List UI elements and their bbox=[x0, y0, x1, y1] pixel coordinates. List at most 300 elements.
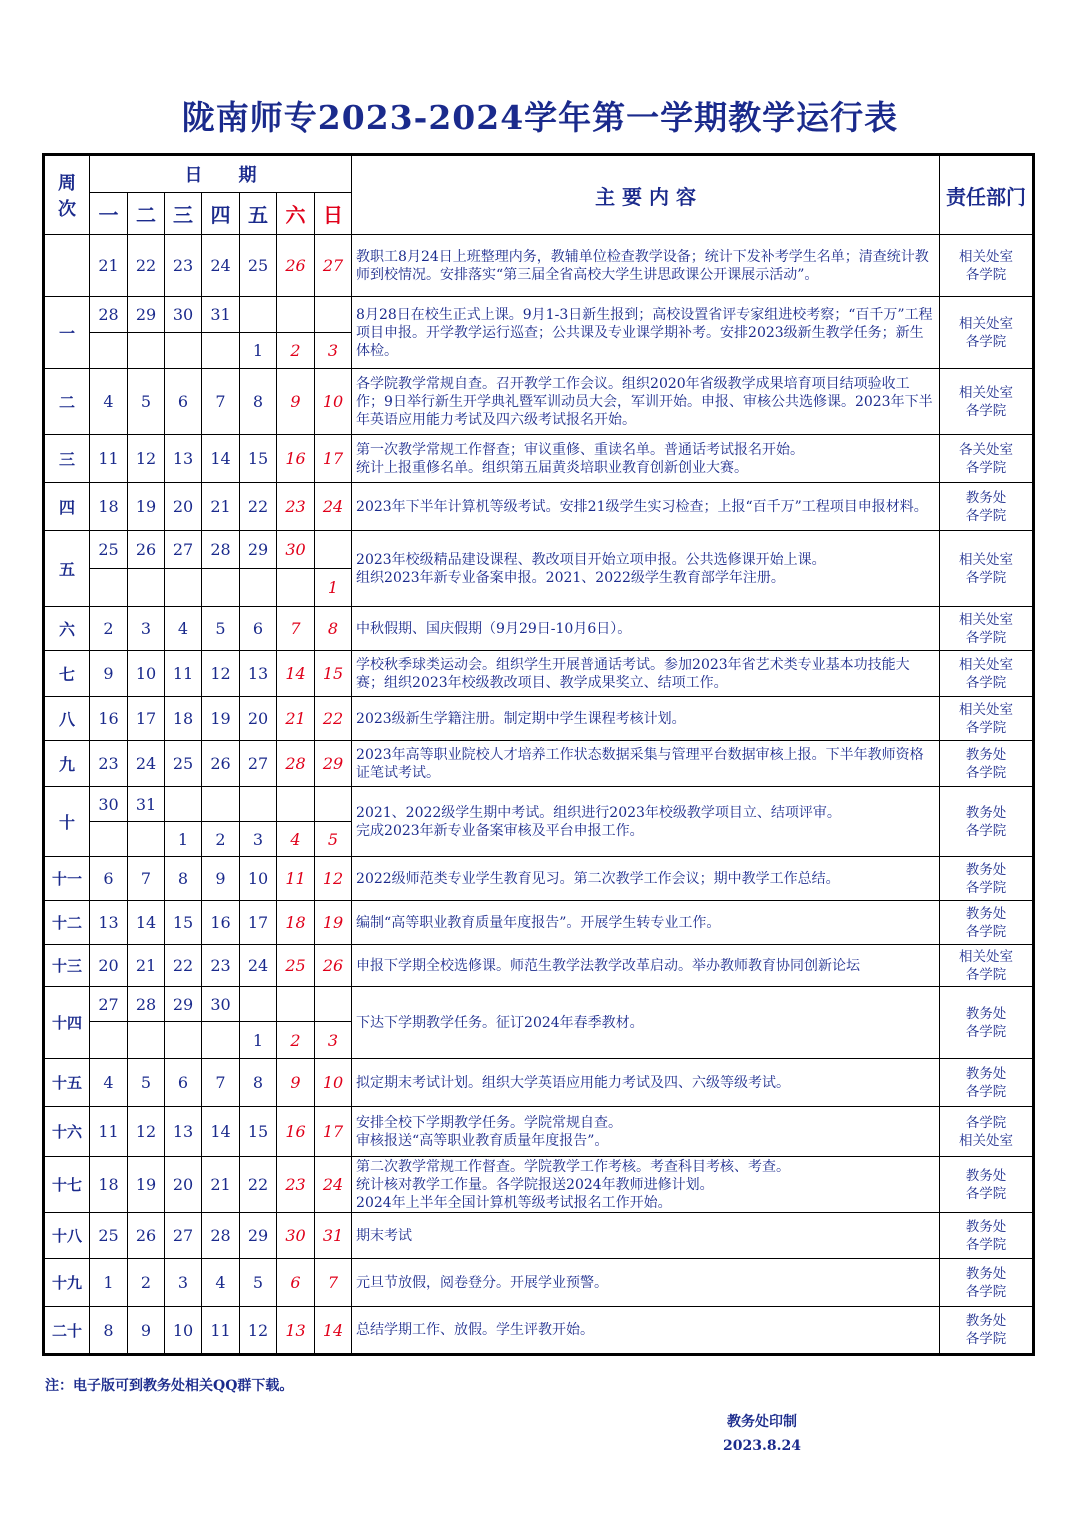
day-cell: 27 bbox=[240, 741, 277, 787]
day-cell: 7 bbox=[128, 857, 165, 901]
dept-line: 教务处 bbox=[965, 804, 1007, 821]
day-cell: 25 bbox=[277, 945, 315, 987]
table-row bbox=[44, 369, 1034, 435]
day-cell: 20 bbox=[165, 1157, 202, 1213]
dept-line: 相关处室 bbox=[959, 701, 1014, 718]
content-cell bbox=[352, 945, 940, 987]
week-cell: 四 bbox=[44, 483, 90, 531]
day-cell bbox=[128, 1022, 165, 1059]
day-cell: 13 bbox=[165, 1107, 202, 1157]
dept-line: 各学院 bbox=[965, 266, 1007, 283]
dept-cell bbox=[940, 945, 1034, 987]
day-cell: 4 bbox=[90, 369, 128, 435]
day-cell: 27 bbox=[165, 531, 202, 569]
day-cell: 29 bbox=[240, 1213, 277, 1259]
day-cell bbox=[315, 787, 352, 822]
content-line: 各学院教学常规自查。召开教学工作会议。组织2020年省级教学成果培育项目结项验收工作；9日举行新生开学典礼暨军训动员大会，军训开始。申报、审核公共选修课。2023年下半年英语应用能力考试及四六级考试报名开始。 bbox=[356, 375, 933, 428]
day-cell: 9 bbox=[277, 369, 315, 435]
content-line: 学校秋季球类运动会。组织学生开展普通话考试。参加2023年省艺术类专业基本功技能大赛；组织2023年校级教改项目、教学成果奖立、结项工作。 bbox=[356, 656, 910, 691]
day-cell: 26 bbox=[277, 235, 315, 297]
day-cell: 12 bbox=[128, 1107, 165, 1157]
day-cell: 25 bbox=[90, 1213, 128, 1259]
dept-line: 教务处 bbox=[965, 861, 1007, 878]
header-day: 五 bbox=[240, 193, 277, 235]
dept-cell bbox=[940, 1307, 1034, 1355]
day-cell bbox=[90, 822, 128, 857]
dept-line: 各学院 bbox=[965, 966, 1007, 983]
day-cell: 19 bbox=[315, 901, 352, 945]
table-row bbox=[44, 787, 1034, 822]
day-cell: 1 bbox=[240, 333, 277, 369]
day-cell bbox=[277, 987, 315, 1022]
dept-line: 相关处室 bbox=[959, 1132, 1014, 1149]
day-cell: 5 bbox=[128, 369, 165, 435]
day-cell: 12 bbox=[240, 1307, 277, 1355]
day-cell: 11 bbox=[165, 651, 202, 697]
header-day: 二 bbox=[128, 193, 165, 235]
content-line: 第二次教学常规工作督查。学院教学工作考核。考查科目考核、考查。 bbox=[356, 1158, 791, 1175]
header-day: 三 bbox=[165, 193, 202, 235]
day-cell: 17 bbox=[315, 1107, 352, 1157]
day-cell: 28 bbox=[202, 1213, 240, 1259]
content-line: 第一次教学常规工作督查；审议重修、重读名单。普通话考试报名开始。 bbox=[356, 441, 805, 458]
day-cell: 18 bbox=[90, 1157, 128, 1213]
table-row bbox=[44, 987, 1034, 1022]
day-cell: 30 bbox=[277, 531, 315, 569]
day-cell: 5 bbox=[315, 822, 352, 857]
day-cell: 21 bbox=[128, 945, 165, 987]
day-cell: 24 bbox=[315, 1157, 352, 1213]
day-cell: 10 bbox=[128, 651, 165, 697]
day-cell: 2 bbox=[128, 1259, 165, 1307]
table-row bbox=[44, 235, 1034, 297]
day-cell: 22 bbox=[240, 1157, 277, 1213]
dept-cell bbox=[940, 697, 1034, 741]
day-cell: 3 bbox=[315, 1022, 352, 1059]
day-cell: 27 bbox=[90, 987, 128, 1022]
day-cell: 17 bbox=[315, 435, 352, 483]
dept-line: 教务处 bbox=[965, 1313, 1007, 1329]
day-cell: 14 bbox=[315, 1307, 352, 1355]
day-cell: 15 bbox=[240, 1107, 277, 1157]
day-cell: 8 bbox=[90, 1307, 128, 1355]
header-day: 一 bbox=[90, 193, 128, 235]
signature bbox=[723, 1410, 801, 1458]
day-cell: 6 bbox=[240, 607, 277, 651]
day-cell: 18 bbox=[90, 483, 128, 531]
day-cell: 11 bbox=[277, 857, 315, 901]
dept-line: 各学院 bbox=[965, 333, 1007, 350]
content-line: 8月28日在校生正式上课。9月1-3日新生报到；高校设置省评专家组进校考察；“百千万”工程项目申报。开学教学运行巡查；公共课及专业课学期补考。安排2023级新生教学任务；新生体检。 bbox=[356, 306, 933, 359]
day-cell: 10 bbox=[240, 857, 277, 901]
table-row bbox=[44, 1213, 1034, 1259]
day-cell: 19 bbox=[128, 1157, 165, 1213]
dept-line: 相关处室 bbox=[959, 551, 1014, 568]
table-row bbox=[44, 857, 1034, 901]
table-row bbox=[44, 483, 1034, 531]
content-line: 统计核对教学工作量。各学院报送2024年教师进修计划。 bbox=[356, 1176, 714, 1193]
day-cell: 18 bbox=[165, 697, 202, 741]
week-cell: 十四 bbox=[44, 987, 90, 1059]
header-day: 六 bbox=[277, 193, 315, 235]
week-cell: 十八 bbox=[44, 1213, 90, 1259]
day-cell: 27 bbox=[315, 235, 352, 297]
day-cell: 16 bbox=[277, 1107, 315, 1157]
day-cell: 22 bbox=[128, 235, 165, 297]
day-cell: 9 bbox=[90, 651, 128, 697]
day-cell: 15 bbox=[315, 651, 352, 697]
table-row bbox=[44, 697, 1034, 741]
day-cell bbox=[165, 1022, 202, 1059]
dept-cell bbox=[940, 235, 1034, 297]
dept-line: 各学院 bbox=[965, 402, 1007, 419]
content-line: 2024年上半年全国计算机等级考试报名工作开始。 bbox=[356, 1194, 672, 1211]
day-cell: 2 bbox=[277, 1022, 315, 1059]
dept-line: 教务处 bbox=[965, 1218, 1007, 1235]
dept-line: 教务处 bbox=[965, 905, 1007, 922]
dept-line: 各学院 bbox=[965, 507, 1007, 524]
day-cell bbox=[90, 569, 128, 607]
header-day: 日 bbox=[315, 193, 352, 235]
day-cell: 4 bbox=[277, 822, 315, 857]
day-cell: 1 bbox=[90, 1259, 128, 1307]
day-cell: 8 bbox=[315, 607, 352, 651]
day-cell: 7 bbox=[315, 1259, 352, 1307]
day-cell bbox=[277, 569, 315, 607]
day-cell: 3 bbox=[165, 1259, 202, 1307]
content-line: 教职工8月24日上班整理内务，教辅单位检查教学设备；统计下发补考学生名单；清查统计教师到校情况。安排落实“第三届全省高校大学生讲思政课公开课展示活动”。 bbox=[356, 248, 929, 283]
day-cell: 6 bbox=[90, 857, 128, 901]
day-cell: 9 bbox=[128, 1307, 165, 1355]
day-cell: 2 bbox=[202, 822, 240, 857]
dept-line: 各关处室 bbox=[959, 441, 1014, 458]
day-cell: 3 bbox=[240, 822, 277, 857]
day-cell: 25 bbox=[240, 235, 277, 297]
content-line: 2022级师范类专业学生教育见习。第二次教学工作会议；期中教学工作总结。 bbox=[356, 870, 840, 887]
dept-cell bbox=[940, 857, 1034, 901]
content-cell bbox=[352, 531, 940, 607]
dept-line: 各学院 bbox=[965, 1023, 1007, 1040]
dept-cell bbox=[940, 483, 1034, 531]
dept-cell bbox=[940, 1059, 1034, 1107]
day-cell: 11 bbox=[90, 1107, 128, 1157]
day-cell: 31 bbox=[315, 1213, 352, 1259]
day-cell: 24 bbox=[315, 483, 352, 531]
day-cell: 17 bbox=[240, 901, 277, 945]
content-cell bbox=[352, 235, 940, 297]
day-cell bbox=[315, 297, 352, 333]
day-cell: 29 bbox=[240, 531, 277, 569]
content-line: 2023年高等职业院校人才培养工作状态数据采集与管理平台数据审核上报。下半年教师资格证笔试考试。 bbox=[356, 746, 924, 781]
week-cell: 三 bbox=[44, 435, 90, 483]
content-line: 编制“高等职业教育质量年度报告”。开展学生转专业工作。 bbox=[356, 914, 721, 931]
dept-line: 各学院 bbox=[965, 822, 1007, 839]
day-cell: 5 bbox=[202, 607, 240, 651]
content-cell bbox=[352, 741, 940, 787]
day-cell: 8 bbox=[165, 857, 202, 901]
dept-line: 各学院 bbox=[965, 629, 1007, 646]
content-cell bbox=[352, 1307, 940, 1355]
signature-office: 教务处印制 bbox=[726, 1414, 797, 1430]
day-cell: 5 bbox=[240, 1259, 277, 1307]
dept-line: 教务处 bbox=[965, 746, 1007, 763]
day-cell: 28 bbox=[202, 531, 240, 569]
dept-line: 各学院 bbox=[965, 719, 1007, 736]
table-row bbox=[44, 1107, 1034, 1157]
schedule-table-wrap bbox=[42, 153, 1035, 1356]
day-cell: 11 bbox=[90, 435, 128, 483]
day-cell bbox=[315, 987, 352, 1022]
dept-cell bbox=[940, 369, 1034, 435]
day-cell: 3 bbox=[315, 333, 352, 369]
day-cell: 14 bbox=[128, 901, 165, 945]
signature-date: 2023.8.24 bbox=[723, 1438, 801, 1454]
day-cell: 14 bbox=[277, 651, 315, 697]
day-cell: 29 bbox=[128, 297, 165, 333]
table-row bbox=[44, 901, 1034, 945]
table-row bbox=[44, 435, 1034, 483]
week-cell: 九 bbox=[44, 741, 90, 787]
content-line: 申报下学期全校选修课。师范生教学法教学改革启动。举办教师教育协同创新论坛 bbox=[356, 957, 861, 974]
day-cell: 13 bbox=[240, 651, 277, 697]
content-line: 下达下学期教学任务。征订2024年春季教材。 bbox=[356, 1014, 644, 1031]
dept-cell bbox=[940, 1157, 1034, 1213]
week-cell: 十九 bbox=[44, 1259, 90, 1307]
content-line: 总结学期工作、放假。学生评教开始。 bbox=[356, 1322, 595, 1338]
content-cell bbox=[352, 1107, 940, 1157]
week-cell: 十七 bbox=[44, 1157, 90, 1213]
dept-cell bbox=[940, 1259, 1034, 1307]
day-cell: 23 bbox=[277, 1157, 315, 1213]
day-cell: 31 bbox=[128, 787, 165, 822]
day-cell: 22 bbox=[240, 483, 277, 531]
week-cell: 十六 bbox=[44, 1107, 90, 1157]
dept-line: 各学院 bbox=[965, 1114, 1007, 1131]
day-cell: 1 bbox=[240, 1022, 277, 1059]
content-cell bbox=[352, 607, 940, 651]
content-line: 中秋假期、国庆假期（9月29日-10月6日）。 bbox=[356, 620, 632, 637]
table-row bbox=[44, 1059, 1034, 1107]
day-cell bbox=[240, 787, 277, 822]
content-cell bbox=[352, 1259, 940, 1307]
day-cell bbox=[128, 333, 165, 369]
day-cell: 13 bbox=[277, 1307, 315, 1355]
dept-line: 各学院 bbox=[965, 1185, 1007, 1202]
day-cell: 30 bbox=[165, 297, 202, 333]
day-cell: 10 bbox=[165, 1307, 202, 1355]
dept-line: 各学院 bbox=[965, 459, 1007, 476]
day-cell: 17 bbox=[128, 697, 165, 741]
day-cell: 23 bbox=[202, 945, 240, 987]
day-cell: 28 bbox=[90, 297, 128, 333]
day-cell: 8 bbox=[240, 369, 277, 435]
day-cell: 25 bbox=[90, 531, 128, 569]
table-row bbox=[44, 607, 1034, 651]
day-cell: 26 bbox=[128, 531, 165, 569]
dept-line: 相关处室 bbox=[959, 384, 1014, 401]
day-cell bbox=[202, 569, 240, 607]
table-row bbox=[44, 741, 1034, 787]
day-cell: 8 bbox=[240, 1059, 277, 1107]
day-cell bbox=[202, 787, 240, 822]
day-cell bbox=[165, 569, 202, 607]
week-cell: 二 bbox=[44, 369, 90, 435]
day-cell: 12 bbox=[128, 435, 165, 483]
header-week-line: 次 bbox=[58, 199, 76, 220]
day-cell: 7 bbox=[277, 607, 315, 651]
dept-cell bbox=[940, 531, 1034, 607]
day-cell: 26 bbox=[202, 741, 240, 787]
day-cell: 10 bbox=[315, 1059, 352, 1107]
week-cell bbox=[44, 235, 90, 297]
day-cell bbox=[240, 297, 277, 333]
content-cell bbox=[352, 435, 940, 483]
day-cell: 9 bbox=[277, 1059, 315, 1107]
day-cell bbox=[128, 569, 165, 607]
content-cell bbox=[352, 1157, 940, 1213]
day-cell: 7 bbox=[202, 369, 240, 435]
day-cell: 2 bbox=[90, 607, 128, 651]
dept-line: 相关处室 bbox=[959, 948, 1014, 965]
page-title: 陇南师专2023-2024学年第一学期教学运行表 bbox=[181, 98, 899, 137]
header-content: 主 要 内 容 bbox=[352, 155, 940, 235]
day-cell: 28 bbox=[277, 741, 315, 787]
dept-line: 相关处室 bbox=[959, 656, 1014, 673]
day-cell: 20 bbox=[90, 945, 128, 987]
day-cell: 16 bbox=[90, 697, 128, 741]
week-cell: 十二 bbox=[44, 901, 90, 945]
day-cell: 12 bbox=[315, 857, 352, 901]
dept-line: 各学院 bbox=[965, 569, 1007, 586]
day-cell: 22 bbox=[315, 697, 352, 741]
table-row bbox=[44, 1259, 1034, 1307]
day-cell bbox=[315, 531, 352, 569]
dept-line: 各学院 bbox=[965, 923, 1007, 940]
day-cell bbox=[128, 822, 165, 857]
content-line: 元旦节放假，阅卷登分。开展学业预警。 bbox=[356, 1274, 609, 1291]
dept-line: 各学院 bbox=[965, 879, 1007, 896]
day-cell: 15 bbox=[165, 901, 202, 945]
content-cell bbox=[352, 651, 940, 697]
dept-line: 相关处室 bbox=[959, 248, 1014, 265]
day-cell: 19 bbox=[202, 697, 240, 741]
day-cell: 21 bbox=[202, 483, 240, 531]
schedule-table bbox=[42, 153, 1035, 1356]
dept-line: 教务处 bbox=[965, 1005, 1007, 1022]
day-cell bbox=[240, 987, 277, 1022]
day-cell: 11 bbox=[202, 1307, 240, 1355]
day-cell: 29 bbox=[315, 741, 352, 787]
week-cell: 十三 bbox=[44, 945, 90, 987]
content-cell bbox=[352, 369, 940, 435]
day-cell bbox=[202, 1022, 240, 1059]
week-cell: 一 bbox=[44, 297, 90, 369]
content-line: 2023年校级精品建设课程、教改项目开始立项申报。公共选修课开始上课。 bbox=[356, 551, 826, 568]
content-line: 安排全校下学期教学任务。学院常规自查。 bbox=[356, 1114, 623, 1131]
day-cell bbox=[90, 1022, 128, 1059]
content-cell bbox=[352, 987, 940, 1059]
content-cell bbox=[352, 483, 940, 531]
dept-line: 相关处室 bbox=[959, 611, 1014, 628]
day-cell: 16 bbox=[277, 435, 315, 483]
day-cell: 16 bbox=[202, 901, 240, 945]
day-cell: 23 bbox=[277, 483, 315, 531]
day-cell: 5 bbox=[128, 1059, 165, 1107]
dept-cell bbox=[940, 901, 1034, 945]
week-cell: 六 bbox=[44, 607, 90, 651]
content-cell bbox=[352, 1059, 940, 1107]
day-cell: 4 bbox=[90, 1059, 128, 1107]
dept-line: 各学院 bbox=[965, 1083, 1007, 1100]
header-date: 日 期 bbox=[90, 155, 352, 193]
day-cell: 22 bbox=[165, 945, 202, 987]
day-cell: 13 bbox=[90, 901, 128, 945]
day-cell: 2 bbox=[277, 333, 315, 369]
day-cell: 3 bbox=[128, 607, 165, 651]
content-line: 2021、2022级学生期中考试。组织进行2023年校级教学项目立、结项评审。 bbox=[356, 804, 841, 821]
header-week-line: 周 bbox=[58, 173, 76, 194]
dept-cell bbox=[940, 607, 1034, 651]
day-cell: 30 bbox=[90, 787, 128, 822]
day-cell: 19 bbox=[128, 483, 165, 531]
dept-cell bbox=[940, 651, 1034, 697]
day-cell: 30 bbox=[277, 1213, 315, 1259]
content-line: 期末考试 bbox=[356, 1227, 413, 1244]
day-cell: 4 bbox=[165, 607, 202, 651]
content-cell bbox=[352, 901, 940, 945]
table-row bbox=[44, 297, 1034, 333]
dept-line: 教务处 bbox=[965, 1065, 1007, 1082]
week-cell: 七 bbox=[44, 651, 90, 697]
day-cell: 7 bbox=[202, 1059, 240, 1107]
day-cell bbox=[240, 569, 277, 607]
day-cell: 26 bbox=[315, 945, 352, 987]
dept-cell bbox=[940, 435, 1034, 483]
content-cell bbox=[352, 1213, 940, 1259]
header-day: 四 bbox=[202, 193, 240, 235]
day-cell: 21 bbox=[90, 235, 128, 297]
day-cell: 31 bbox=[202, 297, 240, 333]
day-cell bbox=[277, 787, 315, 822]
header-week bbox=[44, 155, 90, 235]
day-cell: 29 bbox=[165, 987, 202, 1022]
day-cell: 10 bbox=[315, 369, 352, 435]
content-line: 2023年下半年计算机等级考试。安排21级学生实习检查；上报“百千万”工程项目申报材料。 bbox=[356, 498, 928, 515]
dept-cell bbox=[940, 1213, 1034, 1259]
day-cell: 28 bbox=[128, 987, 165, 1022]
week-cell: 八 bbox=[44, 697, 90, 741]
content-cell bbox=[352, 297, 940, 369]
day-cell: 4 bbox=[202, 1259, 240, 1307]
day-cell bbox=[165, 787, 202, 822]
week-cell: 五 bbox=[44, 531, 90, 607]
week-cell: 二十 bbox=[44, 1307, 90, 1355]
day-cell: 15 bbox=[240, 435, 277, 483]
content-line: 拟定期末考试计划。组织大学英语应用能力考试及四、六级等级考试。 bbox=[356, 1074, 791, 1091]
day-cell: 12 bbox=[202, 651, 240, 697]
week-cell: 十 bbox=[44, 787, 90, 857]
day-cell: 6 bbox=[165, 1059, 202, 1107]
table-row bbox=[44, 531, 1034, 569]
day-cell: 27 bbox=[165, 1213, 202, 1259]
day-cell: 6 bbox=[277, 1259, 315, 1307]
day-cell: 14 bbox=[202, 435, 240, 483]
content-line: 完成2023年新专业备案审核及平台申报工作。 bbox=[356, 822, 644, 839]
day-cell bbox=[165, 333, 202, 369]
content-line: 组织2023年新专业备案申报。2021、2022级学生教育部学年注册。 bbox=[356, 569, 785, 586]
day-cell: 30 bbox=[202, 987, 240, 1022]
day-cell: 23 bbox=[165, 235, 202, 297]
